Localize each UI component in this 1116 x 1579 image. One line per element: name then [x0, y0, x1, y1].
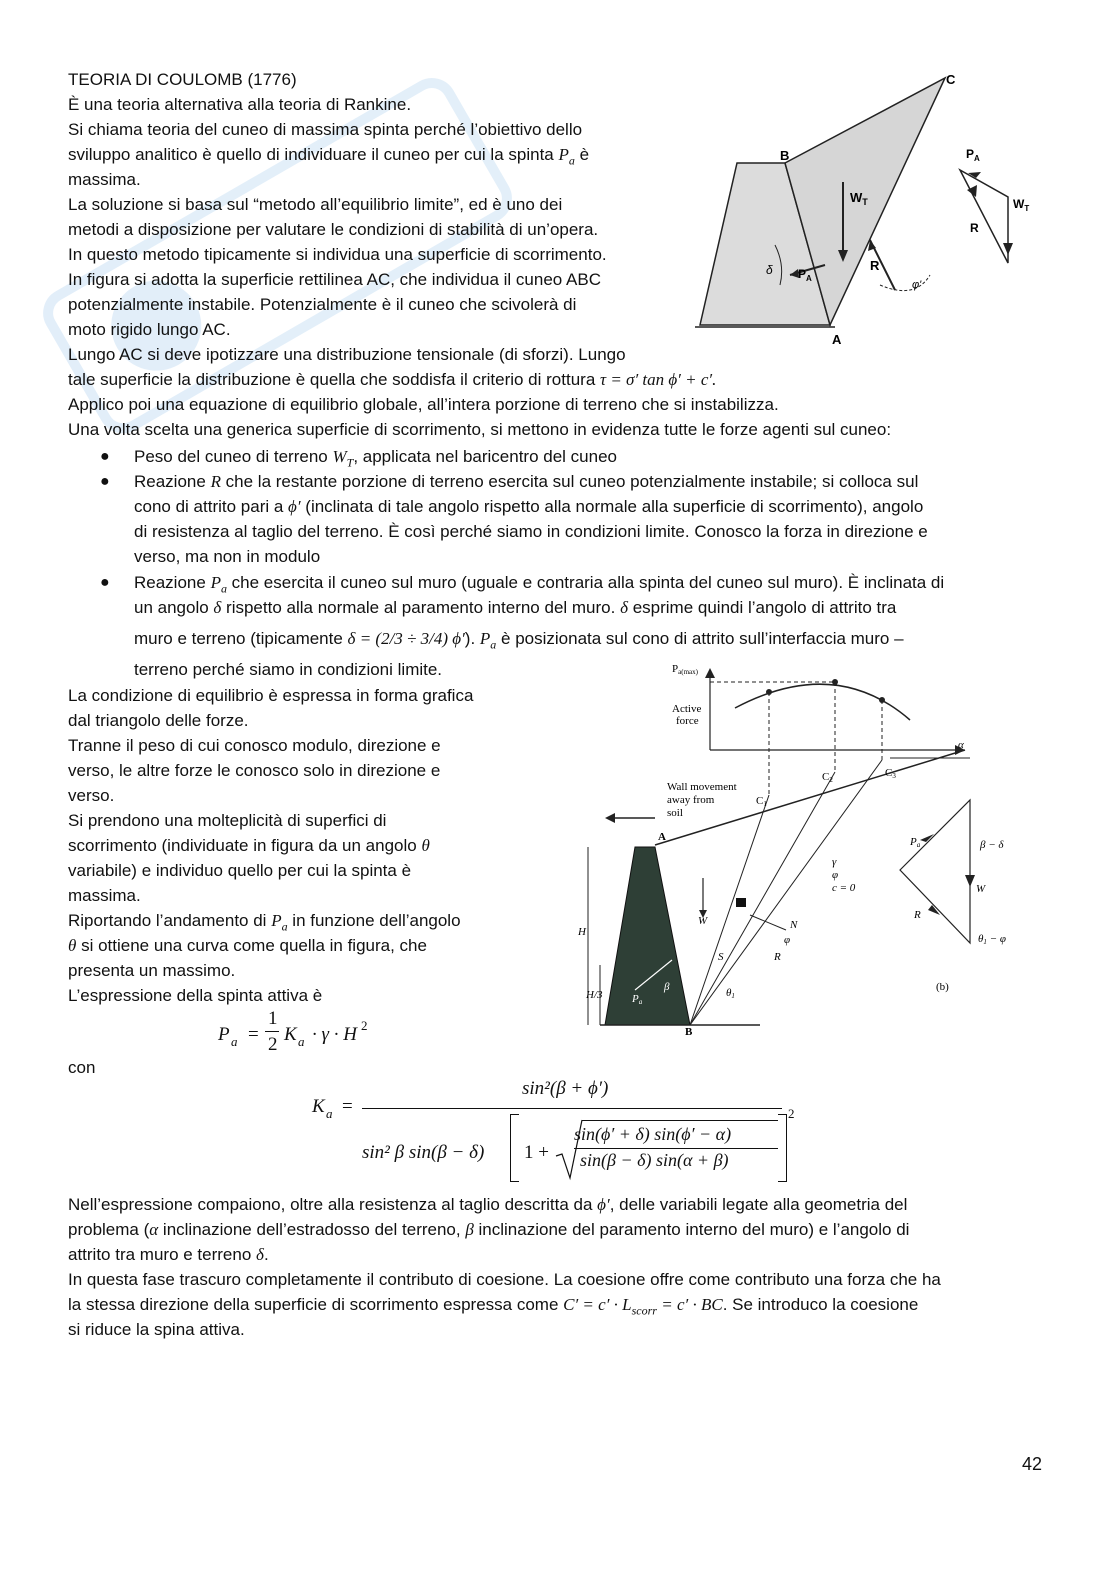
label-h3: H/3 [586, 989, 603, 1001]
math-symbol: P [210, 573, 221, 592]
math-subscript: a [281, 919, 288, 934]
text-run: Peso del cuneo di terreno [134, 447, 333, 466]
label-tri-w: W [976, 883, 986, 895]
label-a: A [658, 831, 666, 843]
eq-fraction-bar [265, 1031, 279, 1032]
eq-symbol: P [218, 1024, 230, 1045]
math-inline: = c′ · BC [656, 1295, 723, 1314]
label-alpha: α [958, 739, 964, 751]
eq-subscript: a [298, 1034, 305, 1049]
label-wall-movement: Wall movement [667, 781, 737, 793]
math-symbol: δ [256, 1245, 264, 1264]
eq-inner-numerator: sin(ϕ′ + δ) sin(ϕ′ − α) [574, 1124, 732, 1144]
text-line [68, 1243, 269, 1267]
eq-superscript: 2 [361, 1018, 368, 1033]
math-subscript: scorr [631, 1303, 657, 1318]
text-line: Lungo AC si deve ipotizzare una distribuzione tensionale (di sforzi). Lungo [68, 345, 626, 364]
math-symbol: θ [421, 836, 430, 855]
figure-coulomb-wedge [690, 60, 1070, 360]
label-c2: C2 [822, 771, 833, 784]
text-line: verso, ma non in modulo [134, 547, 321, 566]
math-symbol: α [149, 1220, 159, 1239]
label-a: A [832, 332, 842, 347]
text-line [68, 834, 430, 858]
eq-symbol: K [312, 1096, 325, 1117]
figure-trial-wedges [560, 660, 1040, 1040]
label-tri-r: R [970, 221, 979, 235]
math-symbol: ϕ′ [597, 1195, 610, 1214]
text-run: Riportando l’andamento di [68, 911, 272, 930]
text-line: massima. [68, 886, 141, 905]
math-subscript: T [346, 455, 354, 470]
text-line: presenta un massimo. [68, 961, 236, 980]
math-symbol: W [332, 447, 347, 466]
text-line: La condizione di equilibrio è espressa in forma grafica [68, 686, 474, 705]
text-run: la stessa direzione della superficie di scorrimento espressa come [68, 1295, 564, 1314]
text-run: cono di attrito pari a [134, 497, 289, 516]
label-theta1: θ1 [726, 987, 735, 1000]
page-number: 42 [1021, 1454, 1042, 1474]
eq-bracket-left [510, 1114, 519, 1182]
label-c0: c = 0 [832, 882, 856, 894]
text-run: rispetto alla normale al paramento interno del muro. [221, 598, 621, 617]
equation-pa [218, 1008, 418, 1064]
text-line: Tranne il peso di cui conosco modulo, direzione e [68, 736, 441, 755]
force-triangle [960, 170, 1008, 263]
text-line: massima. [68, 170, 141, 189]
label-tri-wt: $W_T$ [1013, 197, 1030, 213]
label-r: R [774, 951, 781, 963]
text-line: verso. [68, 786, 115, 805]
text-line: In questo metodo tipicamente si individua una superficie di scorrimento. [68, 245, 607, 264]
math-symbol: δ [213, 598, 222, 617]
block-marker [736, 898, 746, 907]
eq-superscript: 2 [788, 1106, 795, 1121]
text-line: potenzialmente instabile. Potenzialmente è il cuneo che scivolerà di [68, 295, 577, 314]
text-line [134, 470, 918, 494]
eq-denominator-prefix: sin² β sin(β − δ) [362, 1142, 485, 1163]
math-subscript: a [568, 153, 575, 168]
text-run: un angolo [134, 598, 214, 617]
math-symbol: P [479, 629, 491, 648]
label-c1: C1 [756, 795, 767, 808]
label-b: B [780, 148, 790, 163]
text-line [68, 143, 589, 172]
equation-ka [312, 1078, 802, 1188]
text-line [68, 368, 716, 392]
math-inline: τ = σ′ tan ϕ′ + c′. [600, 370, 717, 389]
label-gamma: γ [832, 856, 837, 868]
eq-subscript: a [326, 1106, 333, 1121]
math-inline: δ = (2/3 ÷ 3/4) ϕ′ [347, 629, 465, 648]
text-run: sviluppo analitico è quello di individuare il cuneo per cui la spinta [68, 145, 559, 164]
force-polygon [900, 800, 970, 943]
text-run: tale superficie la distribuzione è quella che soddisfa il criterio di rottura [68, 370, 600, 389]
bullet-dot: ● [100, 448, 110, 465]
label-beta: β [664, 981, 670, 993]
label-beta-delta: β − δ [980, 839, 1004, 851]
eq-bracket-right [778, 1114, 787, 1182]
label-c: C [946, 72, 956, 87]
math-symbol: P [271, 911, 282, 930]
label-pa: $P_A$ [798, 267, 812, 283]
text-line: Si prendono una molteplicità di superfici di [68, 811, 387, 830]
label-c3: C3 [885, 767, 896, 780]
text-line: dal triangolo delle forze. [68, 711, 249, 730]
eq-inner-denominator: sin(β − δ) sin(α + β) [580, 1150, 729, 1170]
sqrt-overline [582, 1120, 778, 1121]
text-run: inclinazione dell’estradosso del terreno, [158, 1220, 466, 1239]
label-tri-pa: Pa [910, 836, 921, 849]
eq-numerator: sin²(β + ϕ′) [522, 1078, 609, 1099]
text-run: in funzione dell’angolo [287, 911, 461, 930]
math-symbol: ϕ′ [288, 497, 301, 516]
label-active-force: Active [672, 703, 702, 715]
text-line [68, 1218, 909, 1242]
label-pa-max: Pa(max) [672, 663, 698, 676]
arrowhead [605, 813, 615, 823]
eq-symbol: K [284, 1024, 297, 1045]
label-r: R [870, 258, 880, 273]
label-s: S [718, 951, 724, 963]
label-tri-pa: $P_A$ [966, 147, 980, 163]
math-inline: C′ = c′ · L [563, 1295, 632, 1314]
text-run: problema ( [68, 1220, 150, 1239]
page-title: TEORIA DI COULOMB (1776) [68, 70, 297, 89]
text-run: inclinazione del paramento interno del muro) e l’angolo di [473, 1220, 910, 1239]
text-run: attrito tra muro e terreno [68, 1245, 257, 1264]
text-line [134, 596, 896, 620]
label-wall-movement: soil [667, 807, 683, 819]
math-subscript: a [220, 581, 227, 596]
text-line: terreno perché siamo in condizioni limite. [134, 660, 443, 679]
text-run: esprime quindi l’angolo di attrito tra [627, 598, 897, 617]
text-line: Una volta scelta una generica superficie di scorrimento, si mettono in evidenza tutte le forze agenti sul cuneo: [68, 420, 892, 439]
label-active-force: force [676, 715, 699, 727]
text-run: Reazione [134, 573, 211, 592]
text-line: È una teoria alternativa alla teoria di Rankine. [68, 95, 412, 114]
label-b: B [685, 1026, 693, 1038]
math-subscript: a [490, 637, 497, 652]
text-line: variabile) e individuo quello per cui la spinta è [68, 861, 412, 880]
text-run: è posizionata sul cono di attrito sull’interfaccia muro – [496, 629, 904, 648]
text-run: , delle variabili legate alla geometria del [609, 1195, 908, 1214]
text-line [134, 495, 923, 519]
text-line: In figura si adotta la superficie rettilinea AC, che individua il cuneo ABC [68, 270, 601, 289]
text-line: con [68, 1058, 96, 1077]
math-symbol: P [558, 145, 569, 164]
bullet-dot: ● [100, 473, 110, 490]
phi-arc [880, 275, 930, 291]
text-run: è [574, 145, 590, 164]
text-line: si riduce la spina attiva. [68, 1320, 245, 1339]
math-symbol: R [210, 472, 221, 491]
eq-operator: = [248, 1024, 259, 1045]
eq-denominator: 2 [268, 1034, 278, 1055]
label-delta: δ [766, 263, 773, 277]
text-run: scorrimento (individuate in figura da un angolo [68, 836, 422, 855]
eq-operator: = [342, 1096, 353, 1117]
text-line: di resistenza al taglio del terreno. È così perché siamo in condizioni limite. Conosco la forza in direzione e [134, 522, 928, 541]
text-run: muro e terreno (tipicamente [134, 629, 348, 648]
text-run: . Se introduco la coesione [722, 1295, 919, 1314]
math-symbol: β [465, 1220, 474, 1239]
text-run: . [263, 1245, 269, 1264]
text-line: Applico poi una equazione di equilibrio globale, all’intera porzione di terreno che si instabilizza. [68, 395, 779, 414]
text-run: Nell’espressione compaiono, oltre alla resistenza al taglio descritta da [68, 1195, 598, 1214]
text-line: verso, le altre forze le conosco solo in direzione e [68, 761, 441, 780]
retaining-wall [605, 847, 690, 1025]
label-wt: $W_T$ [850, 190, 868, 207]
label-wall-movement: away from [667, 794, 715, 806]
text-run: (inclinata di tale angolo rispetto alla normale alla superficie di scorrimento), angolo [300, 497, 924, 516]
text-line: L’espressione della spinta attiva è [68, 986, 323, 1005]
text-line: Si chiama teoria del cuneo di massima spinta perché l’obiettivo dello [68, 120, 583, 139]
text-line [68, 1193, 907, 1217]
label-phi-prop: φ [832, 869, 839, 881]
label-w: W [698, 915, 708, 927]
text-line: metodi a disposizione per valutare le condizioni di stabilità di un’opera. [68, 220, 599, 239]
label-tri-r: R [914, 909, 921, 921]
text-run: , applicata nel baricentro del cuneo [353, 447, 618, 466]
eq-subscript: a [231, 1034, 238, 1049]
bullet-dot: ● [100, 574, 110, 591]
text-run: Reazione [134, 472, 211, 491]
eq-fraction-bar [362, 1108, 782, 1109]
math-symbol: δ [620, 598, 628, 617]
text-line: La soluzione si basa sul “metodo all’equilibrio limite”, ed è uno dei [68, 195, 563, 214]
text-run: che la restante porzione di terreno esercita sul cuneo potenzialmente instabile; si colloca sul [220, 472, 919, 491]
text-run: che esercita il cuneo sul muro (uguale e contraria alla spinta del cuneo sul muro). È inclinata di [226, 573, 945, 592]
label-phi: φ' [912, 279, 922, 291]
eq-numerator: 1 [268, 1008, 278, 1029]
label-n: N [790, 919, 798, 931]
eq-one-plus: 1 + [524, 1142, 549, 1163]
label-h: H [578, 926, 586, 938]
label-theta-phi: θ1 − φ [978, 933, 1006, 946]
math-symbol: θ [68, 936, 77, 955]
eq-inner-fraction-bar [574, 1148, 778, 1149]
label-b-panel: (b) [936, 981, 949, 993]
label-pa-wall: Pa [632, 993, 643, 1006]
text-line: In questa fase trascuro completamente il contributo di coesione. La coesione offre come contributo una forza che ha [68, 1270, 941, 1289]
text-run: si ottiene una curva come quella in figura, che [76, 936, 427, 955]
text-line [134, 627, 904, 656]
text-run: ). [464, 629, 480, 648]
label-phi: φ [784, 934, 791, 946]
arrowhead [705, 668, 715, 678]
text-line [68, 934, 427, 958]
eq-rest: · γ · H [312, 1024, 357, 1045]
trial-surface-2 [690, 772, 835, 1025]
arrowhead [1003, 243, 1013, 255]
text-line: moto rigido lungo AC. [68, 320, 231, 339]
arrowhead [965, 875, 975, 887]
